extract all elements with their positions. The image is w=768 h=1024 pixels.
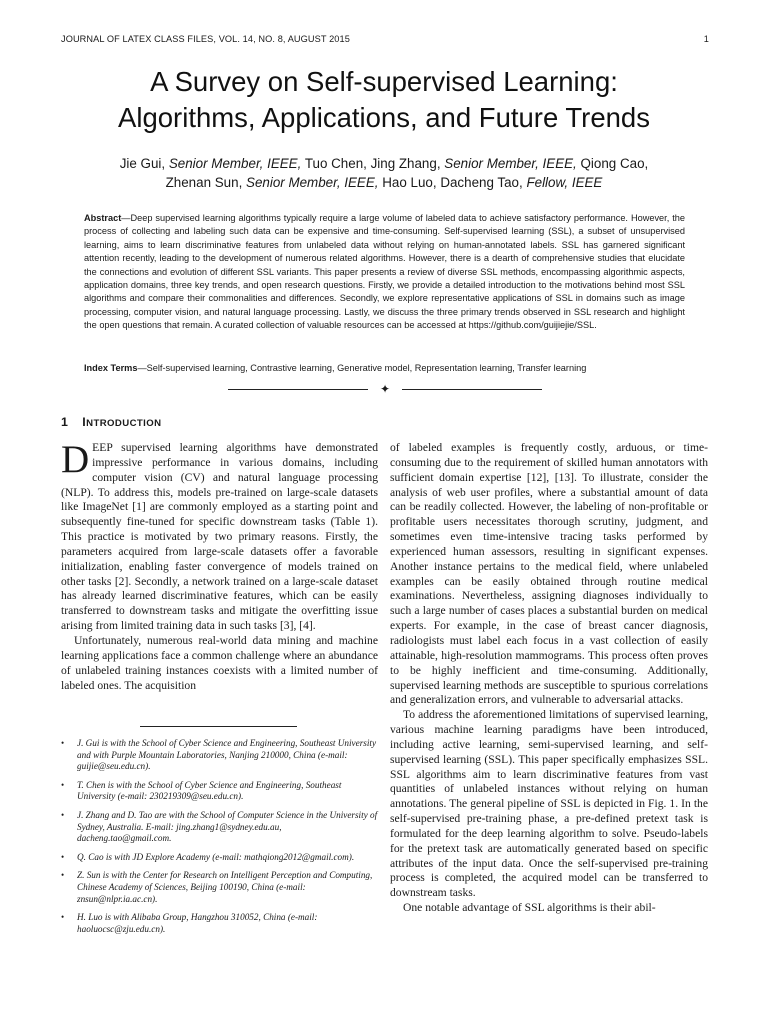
separator-diamond-icon: ✦ [379,382,391,396]
intro-paragraph-3: of labeled examples is frequently costly, arduous, or time-consuming due to the requirement of skilled human annotators with sufficient domain expertise [12], [13]. To illustrate, consider the analysis of web user profiles, where a substantial amount of data can be readily collected. However, the labeling of non-profitable or profitable users necessitates thorough scrutiny, judgment, and sometimes even time-intensive tracing tasks performed by experienced human assessors, resulting in significant expenses. Another instance pertains to the medical field, where unlabeled examples can be easily obtained through routine medical examinations. Nevertheless, assigning diagnoses individually to such a large number of cases places a substantial burden on medical experts. For example, in the case of breast cancer diagnosis, radiologists must label each focus in a vast collection of easily attainable, high-resolution mammograms. This process often proves to be highly inefficient and time-consuming. Additionally, supervised learning methods are susceptible to spurious correlations and generalization errors, and vulnerable to adversarial attacks. [390,441,708,707]
left-column [61,438,378,693]
section-title-initial: I [82,415,87,429]
right-column [390,441,708,916]
author-list [60,154,708,192]
abstract-label: Abstract [84,213,122,223]
author-name: Zhenan Sun, [165,175,243,190]
section-separator [228,382,542,396]
author-role: Senior Member, IEEE, [168,156,302,171]
section-title-rest: NTRODUCTION [86,418,162,429]
title-line-2: Algorithms, Applications, and Future Trends [118,102,650,133]
separator-line-right [402,389,542,390]
author-line-1 [60,154,708,173]
author-role: Fellow, IEEE [526,175,603,190]
footnote-rule [140,726,297,727]
footnotes [61,738,378,942]
footnote-item: • T. Chen is with the School of Cyber Science and Engineering, Southeast University (e-mail: 230219309@seu.edu.cn). [61,779,342,802]
intro-paragraph-2: Unfortunately, numerous real-world data mining and machine learning applications face a common challenge where an abundance of unlabeled training instances coexists with a limited number of labeled ones. The acquisition [61,633,378,692]
page-number: 1 [703,34,709,44]
footnote-item: • J. Zhang and D. Tao are with the School of Computer Science in the University of Sydney, Australia. E-mail: jing.zhang1@sydney.edu.au, dacheng.tao@gmail.com. [61,809,378,844]
separator-line-left [228,389,368,390]
footnote-item: • Q. Cao is with JD Explore Academy (e-mail: mathqiong2012@gmail.com). [61,851,355,862]
drop-cap: D [61,438,90,481]
running-head [61,34,709,48]
journal-header: JOURNAL OF LATEX CLASS FILES, VOL. 14, NO. 8, AUGUST 2015 [61,34,350,44]
intro-paragraph-1-text: EEP supervised learning algorithms have demonstrated impressive performance in various domains, including computer vision (CV) and natural language processing (NLP). To address this, models pre-trained on large-scale datasets like ImageNet [1] are commonly employed as a starting point and subsequently fine-tuned for specific downstream tasks (Table 1). This practice is motivated by two primary reasons. Firstly, the parameters acquired from large-scale datasets offer a favorable initialization, enabling faster convergence of models trained on other tasks [2]. Secondly, a network trained on a large-scale dataset has already learned discriminative features, which can be easily transferred to downstream tasks and mitigate the overfitting issue arising from limited training data in such tasks [3], [4]. [61,441,378,633]
intro-paragraph-4: To address the aforementioned limitations of supervised learning, various machine learning paradigms have been introduced, including active learning, semi-supervised learning, and self-supervised learning (SSL). This paper specifically emphasizes SSL. SSL algorithms aim to learn discriminative features from vast quantities of unlabeled instances without relying on human annotations. The general pipeline of SSL is depicted in Fig. 1. In the self-supervised pre-training phase, a pre-defined pretext task is formulated for the deep learning algorithm to solve. Pseudo-labels for the pretext task are automatically generated based on specific attributes of the input data. Once the self-supervised pre-training process is completed, the acquired model can be transferred to downstream tasks. [390,708,708,900]
footnote-item: • H. Luo is with Alibaba Group, Hangzhou 310052, China (e-mail: haoluocsc@zju.edu.cn). [61,912,318,934]
index-terms [84,362,685,375]
section-number: 1 [61,415,69,429]
intro-paragraph-5: One notable advantage of SSL algorithms is their abil- [403,901,656,915]
author-line-2 [60,173,708,192]
author-role: Senior Member, IEEE, [246,175,379,190]
author-name: Jie Gui, [119,156,166,171]
abstract-text: —Deep supervised learning algorithms typically require a large volume of labeled data to achieve satisfactory performance. However, the process of collecting and labeling such data can be expensive and time-consuming. Self-supervised learning (SSL), a subset of unsupervised learning, aims to learn discriminative features from unlabeled data without relying on human-annotated labels. SSL has garnered significant attention recently, leading to the development of numerous related algorithms. However, there is a dearth of comprehensive studies that elucidate the connections and evolution of different SSL variants. This paper presents a review of diverse SSL methods, encompassing algorithmic aspects, application domains, three key trends, and open research questions. Firstly, we provide a detailed introduction to the motivations behind most SSL algorithms and compare their commonalities and differences. Secondly, we explore representative applications of SSL in domains such as image processing, computer vision, and natural language processing. Lastly, we discuss the three primary trends observed in SSL research and highlight the open questions that remain. A curated collection of valuable resources can be accessed at https://github.com/guijiejie/SSL. [84,213,685,331]
footnote-item: • Z. Sun is with the Center for Research on Intelligent Perception and Computing, Chinese Academy of Sciences, Beijing 100190, China (e-mail: znsun@nlpr.ia.ac.cn). [61,870,373,904]
author-name: Tuo Chen, Jing Zhang, [304,156,441,171]
abstract [84,212,685,333]
footnote-item: • J. Gui is with the School of Cyber Science and Engineering, Southeast University and with Purple Mountain Laboratories, Nanjing 210000, China (e-mail: guijie@seu.edu.cn). [61,738,377,772]
intro-paragraph-1 [61,438,378,634]
title-line-1: A Survey on Self-supervised Learning: [150,66,618,97]
author-name: Hao Luo, Dacheng Tao, [382,175,523,190]
author-name: Qiong Cao, [580,156,649,171]
index-terms-label: Index Terms [84,363,138,373]
author-role: Senior Member, IEEE, [444,156,577,171]
paper-title [40,64,728,136]
section-heading [61,415,161,429]
index-terms-text: —Self-supervised learning, Contrastive learning, Generative model, Representation learning, Transfer learning [137,363,587,373]
